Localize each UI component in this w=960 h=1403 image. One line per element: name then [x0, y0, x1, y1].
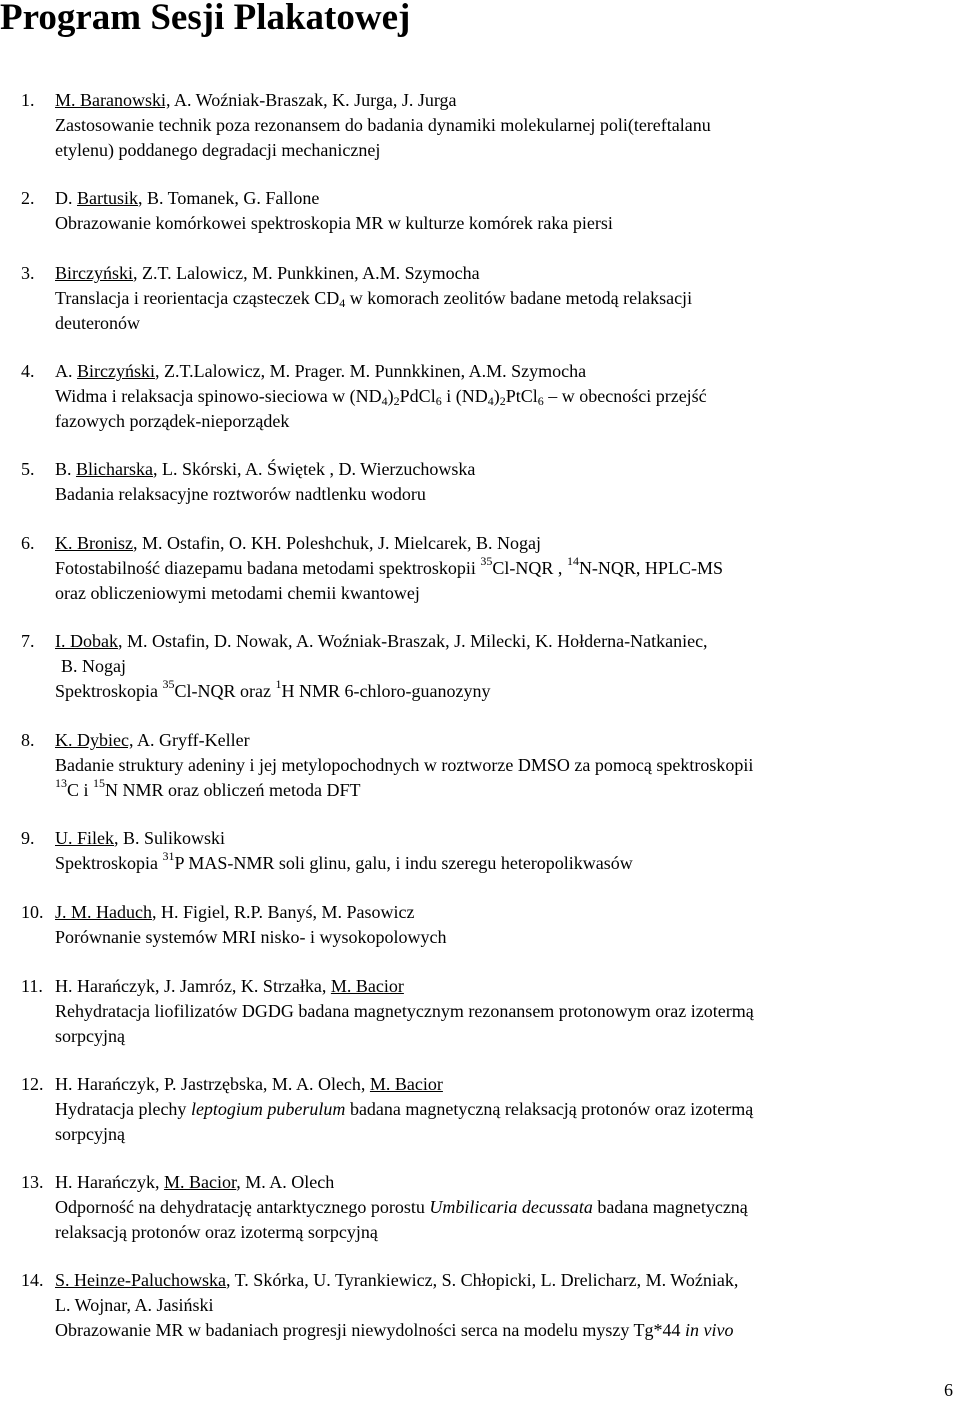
- co-authors: , B. Tomanek, G. Fallone: [138, 188, 320, 208]
- entry-title-line: [55, 1195, 955, 1220]
- presenting-author: M. Baranowski,: [55, 90, 171, 110]
- title-text: i (ND: [441, 386, 488, 406]
- subscript: 4: [381, 394, 388, 408]
- superscript: 14: [566, 554, 579, 568]
- title-text: badana magnetyczną relaksacją protonów oraz izotermą: [345, 1099, 754, 1119]
- entry-title-line: [55, 1097, 955, 1122]
- subscript: 4: [339, 296, 346, 310]
- presenting-author: Birczyński: [55, 263, 133, 283]
- entry-title-line: Badanie struktury adeniny i jej metylopochodnych w roztworze DMSO za pomocą spektroskopii: [55, 755, 754, 775]
- entry-title-line: etylenu) poddanego degradacji mechanicznej: [55, 140, 381, 160]
- entry-authors: [55, 261, 955, 286]
- in-vivo-text: in vivo: [685, 1320, 734, 1340]
- entry-title-line: sorpcyjną: [55, 1124, 125, 1144]
- title-text: C i: [67, 780, 94, 800]
- entry-title-line: fazowych porządek-nieporządek: [55, 411, 290, 431]
- entry-authors: [55, 826, 955, 851]
- entry-title-line: [55, 556, 955, 581]
- entry-title-line: Badania relaksacyjne roztworów nadtlenku wodoru: [55, 484, 426, 504]
- entry-number: 14.: [21, 1270, 44, 1290]
- subscript: 6: [435, 394, 442, 408]
- entry-number: 9.: [21, 828, 35, 848]
- co-authors: H. Harańczyk, J. Jamróz, K. Strzałka,: [55, 976, 331, 996]
- page-number: 6: [944, 1380, 953, 1400]
- author-prefix: H. Harańczyk,: [55, 1172, 164, 1192]
- entry-number: 11.: [21, 976, 43, 996]
- presenting-author: U. Filek: [55, 828, 115, 848]
- title-text: N-NQR, HPLC-MS: [578, 558, 723, 578]
- title-text: PtCl: [505, 386, 538, 406]
- entry-number: 10.: [21, 902, 44, 922]
- co-authors: A. Gryff-Keller: [133, 730, 250, 750]
- entry-number: 1.: [21, 90, 35, 110]
- entry-title-line: sorpcyjną: [55, 1026, 125, 1046]
- title-text: w komorach zeolitów badane metodą relaksacji: [345, 288, 693, 308]
- title-text: N NMR oraz obliczeń metoda DFT: [105, 780, 361, 800]
- title-text: ): [493, 386, 500, 406]
- entry-authors: [55, 728, 955, 753]
- subscript: 2: [393, 394, 400, 408]
- title-text: Spektroskopia: [55, 681, 163, 701]
- species-name: Umbilicaria decussata: [429, 1197, 593, 1217]
- subscript: 6: [537, 394, 544, 408]
- title-text: Hydratacja plechy: [55, 1099, 191, 1119]
- entry-number: 3.: [21, 263, 35, 283]
- presenting-author: M. Bacior: [369, 1074, 443, 1094]
- title-text: ): [387, 386, 394, 406]
- title-text: – w obecności przejść: [543, 386, 707, 406]
- entry-title-line: deuteronów: [55, 313, 140, 333]
- entry-authors: [55, 1170, 955, 1195]
- presenting-author: S. Heinze-Paluchowska: [55, 1270, 226, 1290]
- co-authors: , H. Figiel, R.P. Banyś, M. Pasowicz: [152, 902, 415, 922]
- title-text: Cl-NQR oraz: [174, 681, 276, 701]
- entry-authors: [55, 1072, 955, 1097]
- presenting-author: M. Bacior: [330, 976, 404, 996]
- entry-authors: [55, 974, 955, 999]
- entry-authors-line2: B. Nogaj: [61, 656, 126, 676]
- entry-authors: [55, 359, 955, 384]
- presenting-author: Birczyński: [77, 361, 155, 381]
- subscript: 2: [499, 394, 506, 408]
- co-authors: , M. Ostafin, D. Nowak, A. Woźniak-Braszak, J. Milecki, K. Hołderna-Natkaniec,: [117, 631, 708, 651]
- presenting-author: J. M. Haduch: [55, 902, 152, 922]
- superscript: 15: [93, 776, 106, 790]
- entry-title-line: [55, 286, 955, 311]
- co-authors: A. Woźniak-Braszak, K. Jurga, J. Jurga: [170, 90, 457, 110]
- entry-number: 5.: [21, 459, 35, 479]
- presenting-author: I. Dobak: [55, 631, 118, 651]
- entry-number: 7.: [21, 631, 35, 651]
- entry-number: 4.: [21, 361, 35, 381]
- presenting-author: K. Dybiec,: [55, 730, 134, 750]
- title-text: P MAS-NMR soli glinu, galu, i indu szeregu heteropolikwasów: [174, 853, 633, 873]
- species-name: leptogium puberulum: [190, 1099, 346, 1119]
- author-prefix: B.: [55, 459, 77, 479]
- title-text: badana magnetyczną: [592, 1197, 748, 1217]
- entry-number: 12.: [21, 1074, 44, 1094]
- entry-title-line: Rehydratacja liofilizatów DGDG badana magnetycznym rezonansem protonowym oraz izotermą: [55, 1001, 754, 1021]
- title-text: Translacja i reorientacja cząsteczek CD: [55, 288, 340, 308]
- page-title: Program Sesji Plakatowej: [0, 0, 411, 38]
- entry-title-line: relaksacją protonów oraz izotermą sorpcyjną: [55, 1222, 378, 1242]
- co-authors: , L. Skórski, A. Świętek , D. Wierzuchowska: [153, 459, 476, 479]
- entry-title-line: [55, 384, 955, 409]
- entry-title-line: oraz obliczeniowymi metodami chemii kwantowej: [55, 583, 420, 603]
- title-text: H NMR 6-chloro-guanozyny: [281, 681, 491, 701]
- entry-authors: [55, 1268, 955, 1293]
- superscript: 35: [162, 677, 175, 691]
- entry-title-line: [55, 1318, 955, 1343]
- co-authors: , M. Ostafin, O. KH. Poleshchuk, J. Mielcarek, B. Nogaj: [133, 533, 541, 553]
- entry-number: 6.: [21, 533, 35, 553]
- co-authors: , B. Sulikowski: [114, 828, 226, 848]
- entry-authors: [55, 186, 955, 211]
- co-authors: , Z.T.Lalowicz, M. Prager. M. Punnkkinen, A.M. Szymocha: [155, 361, 587, 381]
- presenting-author: M. Bacior: [163, 1172, 237, 1192]
- entry-title-line: [55, 851, 955, 876]
- title-text: Spektroskopia: [55, 853, 163, 873]
- entry-authors-line2: L. Wojnar, A. Jasiński: [55, 1295, 214, 1315]
- subscript: 4: [487, 394, 494, 408]
- entry-number: 2.: [21, 188, 35, 208]
- presenting-author: Blicharska: [76, 459, 153, 479]
- title-text: PdCl: [399, 386, 436, 406]
- co-authors: , T. Skórka, U. Tyrankiewicz, S. Chłopicki, L. Drelicharz, M. Woźniak,: [225, 1270, 739, 1290]
- title-text: Cl-NQR ,: [492, 558, 567, 578]
- superscript: 35: [480, 554, 493, 568]
- presenting-author: Bartusik: [77, 188, 138, 208]
- superscript: 31: [162, 849, 175, 863]
- entry-title-line: Zastosowanie technik poza rezonansem do badania dynamiki molekularnej poli(tereftalanu: [55, 115, 711, 135]
- entry-number: 13.: [21, 1172, 44, 1192]
- entry-authors: [55, 531, 955, 556]
- presenting-author: K. Bronisz: [55, 533, 133, 553]
- entry-title-line: [55, 778, 955, 803]
- entry-number: 8.: [21, 730, 35, 750]
- author-prefix: D.: [55, 188, 77, 208]
- entry-title-line: [55, 679, 955, 704]
- entry-authors: [55, 629, 955, 654]
- entry-title-line: Obrazowanie komórkowei spektroskopia MR w kulturze komórek raka piersi: [55, 213, 613, 233]
- co-authors: , M. A. Olech: [236, 1172, 335, 1192]
- title-text: Widma i relaksacja spinowo-sieciowa w (ND: [55, 386, 382, 406]
- co-authors: , Z.T. Lalowicz, M. Punkkinen, A.M. Szymocha: [133, 263, 480, 283]
- entry-authors: [55, 900, 955, 925]
- title-text: Odporność na dehydratację antarktycznego porostu: [55, 1197, 430, 1217]
- co-authors: H. Harańczyk, P. Jastrzębska, M. A. Olech,: [55, 1074, 370, 1094]
- author-prefix: A.: [55, 361, 77, 381]
- title-text: Obrazowanie MR w badaniach progresji niewydolności serca na modelu myszy Tg*44: [55, 1320, 685, 1340]
- superscript: 13: [55, 776, 67, 790]
- entry-authors: [55, 88, 955, 113]
- title-text: Fotostabilność diazepamu badana metodami spektroskopii: [55, 558, 481, 578]
- entry-title-line: Porównanie systemów MRI nisko- i wysokopolowych: [55, 927, 447, 947]
- superscript: 1: [275, 677, 282, 691]
- entry-authors: [55, 457, 955, 482]
